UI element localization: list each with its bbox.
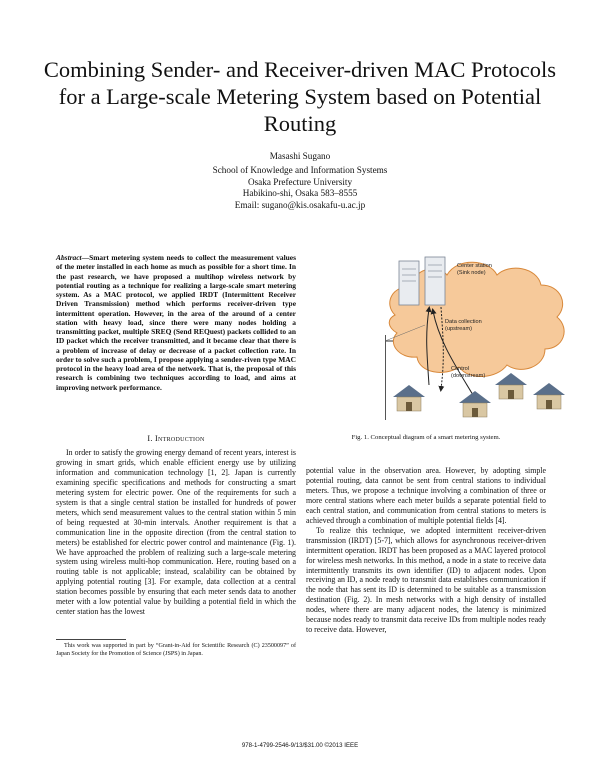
paper-title: Combining Sender- and Receiver-driven MAC Protocols for a Large-scale Metering System based on Potential Routing <box>43 57 557 136</box>
abstract <box>56 253 296 392</box>
abstract-text: —Smart metering system needs to collect the measurement values of the meter installed in each home as much as possible for a short time. In the past research, we have proposed a multihop wireless network by potential routing as a technique for realizing a large-scale smart metering system. As a MAC protocol, we applied IRDT (Intermittent Receiver Driven Transmission) method which performs receiver-driven type intermittent operation. However, in the area of the around of a center station with heavy load, since there were many nodes holding a transmitting packet, multiple SREQ (Send REQuest) packets collided to an ID packet which the receiver transmitted, and it became clear that there is a problem of increase of delay or decrease of a packet collection rate. In order to solve such a problem, I propose applying a sender-riven type MAC protocol in the heavy load area of the network. That is, the proposal of this research is combining two techniques according to load, and aims at improving network performance. <box>56 253 296 392</box>
intro-paragraph-continued: potential value in the observation area. However, by adopting simple potential routing, data cannot be sent from central stations to individual meters. Thus, we propose a technique involving a combination of three or more central stations where each meter builds a separate potential field to each central station, and communication from central stations to meters is achieved through a combination of multiple potential fields [4]. <box>306 466 546 525</box>
section-title: Introduction <box>155 434 205 443</box>
intro-column-right <box>306 466 546 635</box>
figure-caption: Fig. 1. Conceptual diagram of a smart metering system. <box>351 434 501 441</box>
house-icon <box>459 391 491 417</box>
affiliation-university: Osaka Prefecture University <box>247 176 353 187</box>
server-right-icon <box>425 257 445 305</box>
data-collection-label: Data collection <box>445 319 482 325</box>
footnote-rule <box>56 639 126 640</box>
upstream-label: (upstream) <box>445 326 473 332</box>
author-name: Masashi Sugano <box>269 151 331 161</box>
control-label: Control <box>451 366 470 372</box>
footnote: This work was supported in part by “Grant-in-Aid for Scientific Research (C) 23500097” of Japan Society for the Promotion of Science (JSPS) in Japan. <box>56 643 296 657</box>
sink-node-label: (Sink node) <box>457 270 486 276</box>
house-icon <box>533 383 565 409</box>
intro-paragraph: To realize this technique, we adopted intermittent receiver-driven transmission (IRDT) [5-7], which allows for asynchronous receiver-driven intermittent operation. IRDT has been proposed as a MAC layered protocol for wireless mesh networks. In this method, a node in a state to receive data intermittently transmits its own identifier (ID) to adjacent nodes. Upon receiving an ID, a node ready to transmit data establishes communication if the node that has sent its ID is determined to be suitable as a transmission destination (Fig. 2). In mesh networks with a high density of installed nodes, where there are many adjacent nodes, the latency is minimized because nodes ready to transmit data receive IDs from multiple nodes ready to receive data. However, <box>306 525 546 635</box>
center-station-label: Center station <box>457 263 492 269</box>
section-heading <box>56 434 296 443</box>
figure-smart-metering-diagram <box>385 245 570 420</box>
author-block <box>100 151 500 212</box>
affiliation-school: School of Knowledge and Information Systems <box>212 164 388 175</box>
abstract-label: Abstract <box>56 253 82 262</box>
intro-column-left <box>56 448 296 617</box>
intro-paragraph: In order to satisfy the growing energy demand of recent years, interest is growing in smart grids, which enable efficient energy use by utilizing information and communication technology [1, 2]. Japan is currently examining specific specifications and methods for constructing a smart metering system for electric power. One of the requirements for such a system is that a single central station be installed for hundreds of power meters, which send measurement values to the central station within 5 min of being requested at 30-min intervals. Another requirement is that a communication line in the opposite direction (from the central station to meters) be established for electric power control and maintenance (Fig. 1). We have approached the problem of realizing such a large-scale metering system using wireless multi-hop communication. Here, routing based on a routing table is not applicable; instead, scalability can be obtained by applying potential routing [3]. For example, data collection at a central station becomes possible by ensuring that each meter sends data to another meter with a low potential value by building a potential field in which the center station has the lowest <box>56 448 296 617</box>
house-icon <box>393 385 425 411</box>
affiliation-address: Habikino-shi, Osaka 583–8555 <box>242 188 358 199</box>
figure-svg <box>385 245 570 420</box>
section-number: I. <box>147 434 153 443</box>
house-icon <box>495 373 527 399</box>
copyright-notice: 978-1-4799-2546-9/13/$31.00 ©2013 IEEE <box>241 742 359 749</box>
server-left-icon <box>399 261 419 305</box>
downstream-label: (downstream) <box>451 373 486 379</box>
author-email: Email: sugano@kis.osakafu-u.ac.jp <box>234 200 366 211</box>
